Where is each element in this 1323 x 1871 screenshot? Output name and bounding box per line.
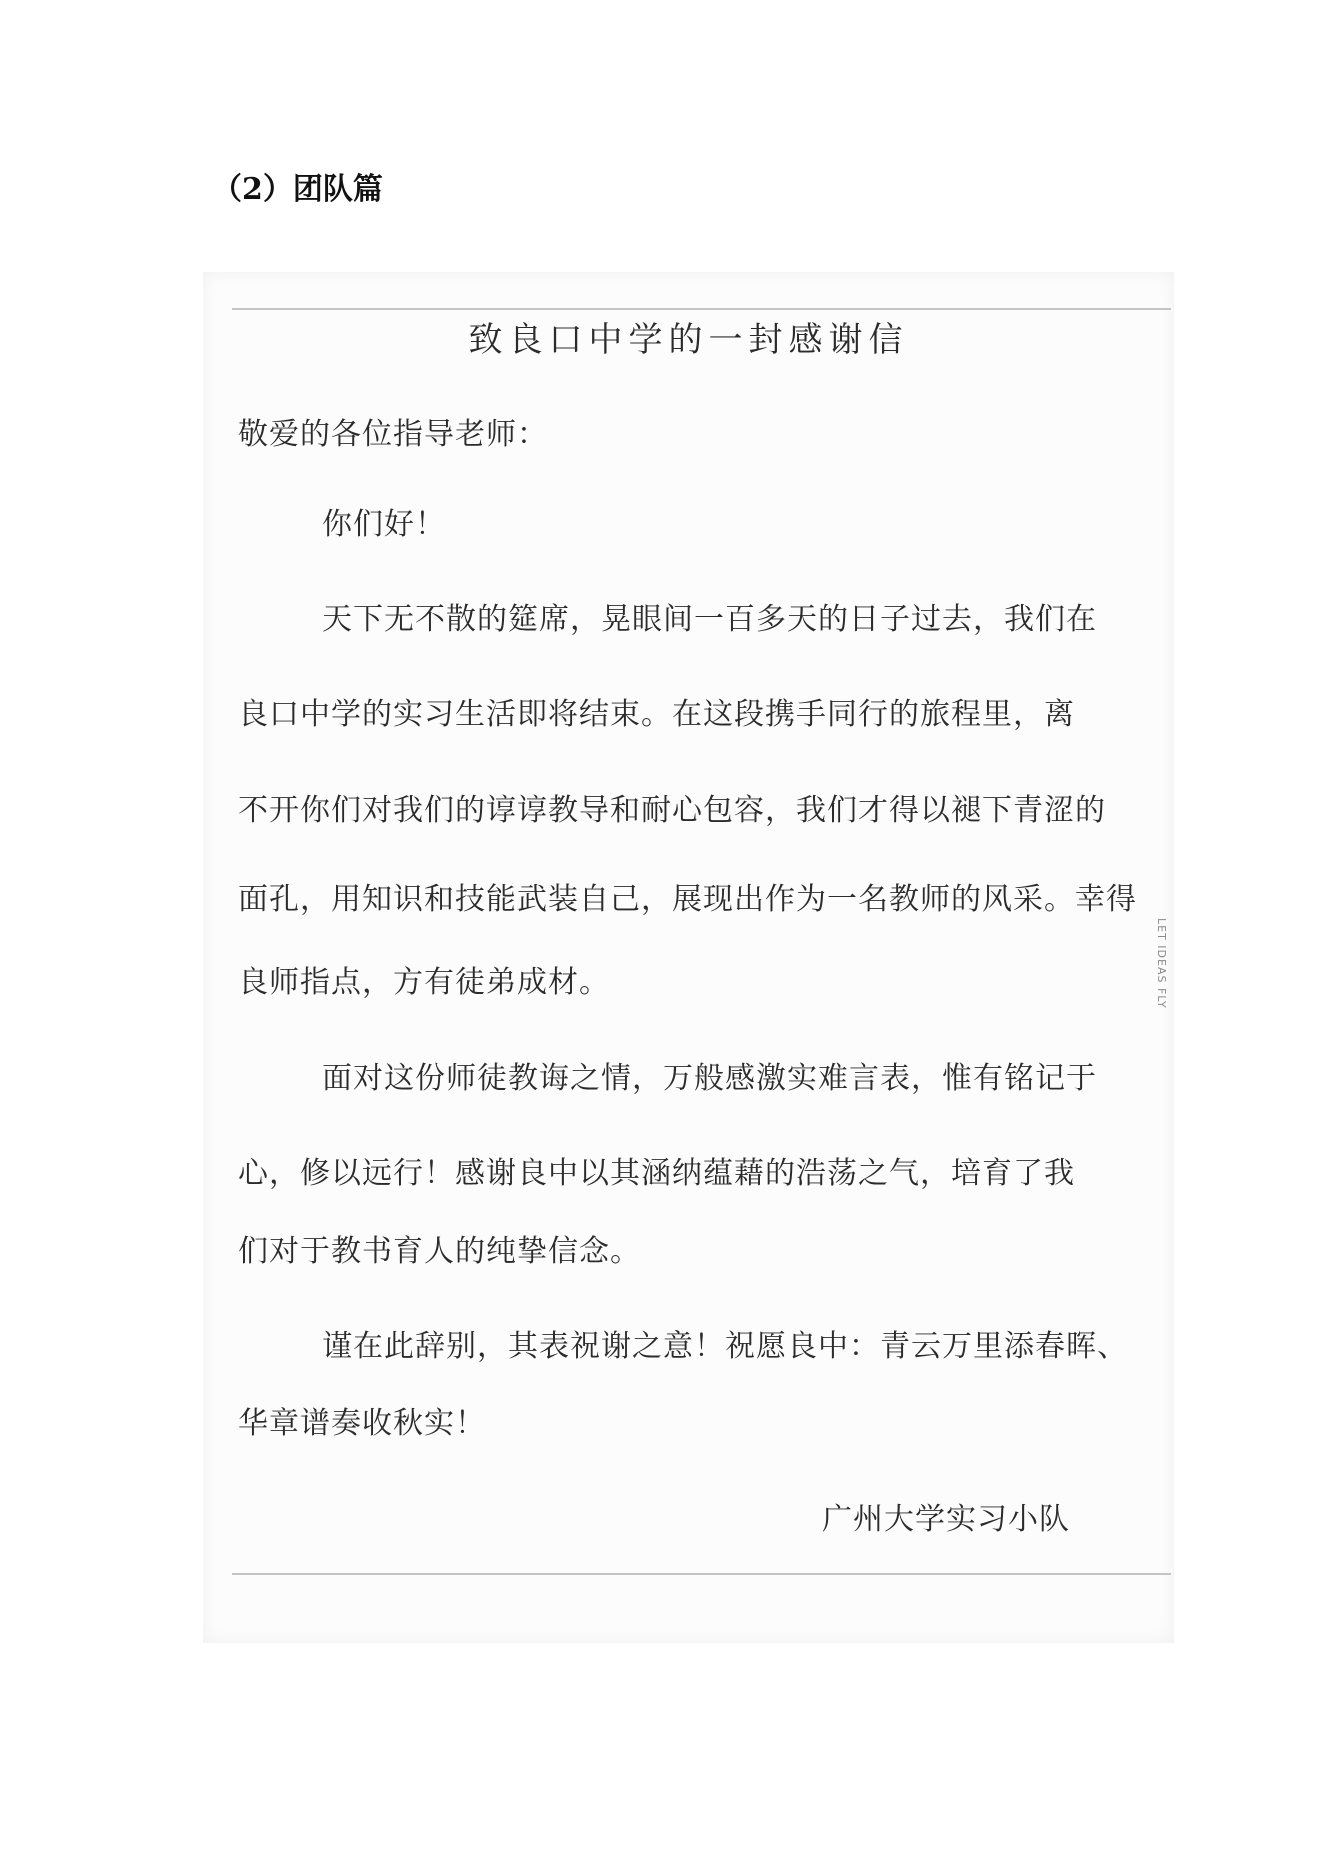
letter-greeting: 你们好！ xyxy=(322,507,446,542)
letter-body-line: 不开你们对我们的谆谆教导和耐心包容，我们才得以褪下青涩的 xyxy=(238,793,1106,828)
section-heading: （2）团队篇 xyxy=(212,172,383,207)
letter-body-line: 良师指点，方有徒弟成材。 xyxy=(238,965,610,1000)
letter-signature: 广州大学实习小队 xyxy=(822,1502,1070,1537)
letter-body-line: 华章谱奏收秋实！ xyxy=(238,1406,486,1441)
letter-body-line: 面对这份师徒教诲之情，万般感激实难言表，惟有铭记于 xyxy=(322,1061,1097,1096)
notebook-brand-text: LET IDEAS FLY xyxy=(1155,918,1168,1009)
letter-salutation: 敬爱的各位指导老师： xyxy=(238,417,548,452)
top-ruled-line xyxy=(232,308,1171,310)
letter-body-line: 心，修以远行！感谢良中以其涵纳蕴藉的浩荡之气，培育了我 xyxy=(238,1156,1075,1191)
letter-body-line: 良口中学的实习生活即将结束。在这段携手同行的旅程里，离 xyxy=(238,697,1075,732)
letter-body-line: 谨在此辞别，其表祝谢之意！祝愿良中：青云万里添春晖、 xyxy=(322,1329,1128,1364)
scanned-letter xyxy=(203,272,1174,1643)
bottom-ruled-line xyxy=(232,1573,1171,1575)
letter-body-line: 们对于教书育人的纯挚信念。 xyxy=(238,1234,641,1269)
letter-body-line: 天下无不散的筵席，晃眼间一百多天的日子过去，我们在 xyxy=(322,602,1097,637)
letter-body-line: 面孔，用知识和技能武装自己，展现出作为一名教师的风采。幸得 xyxy=(238,882,1137,917)
letter-title: 致良口中学的一封感谢信 xyxy=(468,320,909,360)
